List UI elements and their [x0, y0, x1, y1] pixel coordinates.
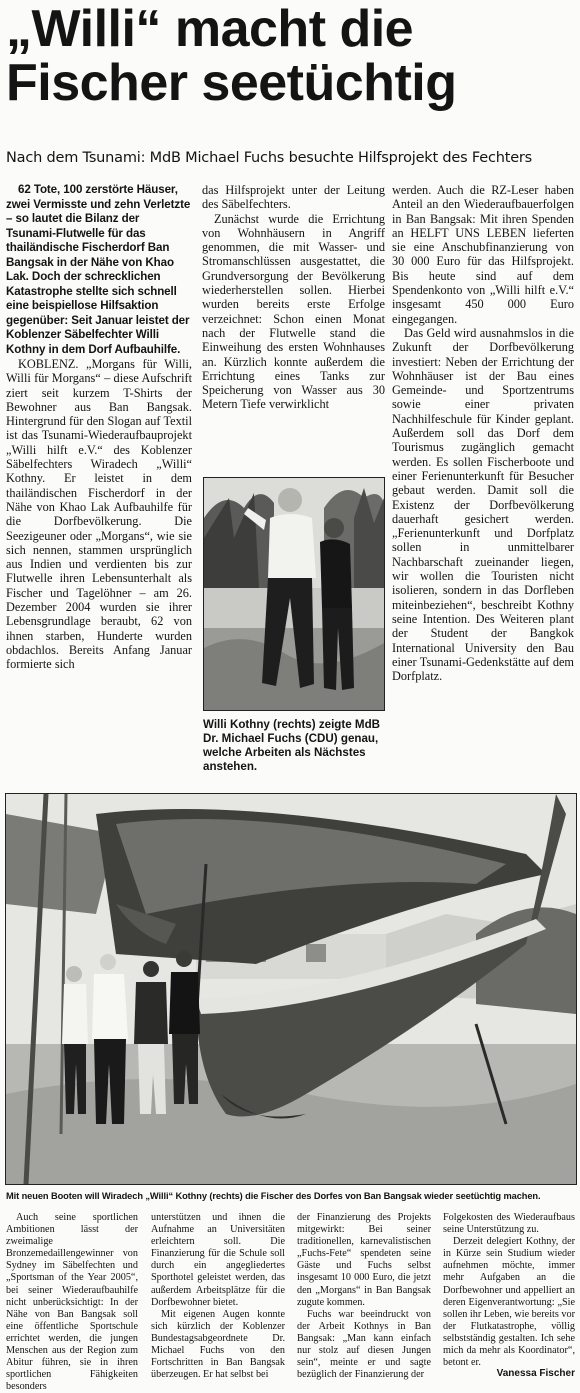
bottom-column-4-paragraph-2: Derzeit delegiert Kothny, der in Kürze sein Studium wieder aufnehmen möchte, immer mehr Aufgaben an die Dorfbewohner und appelliert an deren Eigenverantwortung: „Sie sollen ihr Leben, wie bereits vor der Flutkatastrophe, völlig selbstständig gestalten. Ich sehe mich da mehr als Koordinator“, betont er. [443, 1236, 575, 1369]
headline [6, 2, 576, 110]
photo-2-caption: Mit neuen Booten will Wiradech „Willi“ Kothny (rechts) die Fischer des Dorfes von Ban Bangsak wieder seetüchtig machen. [6, 1191, 541, 1201]
column-3-paragraph-2: Das Geld wird ausnahmslos in die Zukunft der Dorfbevölkerung investiert: Neben der Errichtung der Wohnhäuser ist der Bau eines Gemeinde- und Sportzentrums sowie einer privaten Nachhilfeschule für Kinder geplant. Außerdem soll das Dorf dem Tourismus zugänglich gemacht werden. Es sollen Fischerboote und einer Ferienunterkunft für Besucher gebaut werden. Damit soll die Existenz der Dorfbevölkerung dauerhaft gesichert werden. „Ferienunterkunft und Dorfplatz sollen in unmittelbarer Nachbarschaft zueinander liegen, wir wollen die Touristen nicht isolieren, sondern in das Dorfleben miteinbeziehen“, beschreibt Kothny seine Intention. Des Weiteren plant der Student der Bangkok International University den Bau einer Tsunami-Gedenkstätte auf dem Dorfplatz. [392, 325, 574, 684]
bottom-column-1-text: Auch seine sportlichen Ambitionen lässt der zweimalige Bronzemedaillengewinner von Sydney im Säbelfechten und „Sportsman of the Year 2005“, bei seiner Wiederaufbauhilfe nicht unberücksichtigt: In der Nähe von Ban Bangsak soll eine öffentliche Sportschule errichtet werden, die jungen Menschen aus der Region zum Abitur führen, sie in ihren sportlichen Fähigkeiten besonders [6, 1212, 138, 1393]
headline-line-2: Fischer seetüchtig [6, 54, 457, 112]
headline-line-1: „Willi“ macht die [6, 0, 414, 58]
bottom-column-3-paragraph-2: Fuchs war beeindruckt von der Arbeit Kothnys in Ban Bangsak: „Man kann einfach nur stolz auf diesen Jungen sein“, meinte er und sagte bezüglich der Finanzierung der [297, 1308, 431, 1381]
column-1-body: KOBLENZ. „Morgans für Willi, Willi für Morgans“ – diese Aufschrift ziert seit kurzem T-Shirts der Bewohner aus Ban Bangsak. Hintergrund für den Slogan auf Textil ist das Tsunami-Wiederaufbauprojekt „Willi hilft e.V.“ des Koblenzer Säbelfechters Wiradech „Willi“ Kothny. Er leistet in dem thailändischen Fischerdorf in der Nähe von Khao Lak Aufbauhilfe für die Dorfbevölkerung. Die Seezigeuner oder „Morgans“, wie sie sich nennen, stammen ursprünglich aus Indien und verdienten bis zur Flutwelle ihren Lebensunterhalt als Fischer und Tagelöhner – am 26. Dezember 2004 wurden sie ihrer Lebensgrundlage beraubt, 62 von ihnen starben, Hunderte wurden obdachlos. Bereits Anfang Januar formierte sich [6, 357, 192, 672]
subheadline: Nach dem Tsunami: MdB Michael Fuchs besuchte Hilfsprojekt des Fechters [6, 150, 533, 166]
column-2-continuation: das Hilfsprojekt unter der Leitung des Säbelfechters. [202, 183, 385, 212]
bottom-column-2 [151, 1212, 285, 1380]
author-byline: Vanessa Fischer [496, 1368, 575, 1379]
column-3-paragraph-1: werden. Auch die RZ-Leser haben Anteil an den Wiederaufbauerfolgen in Ban Bangsak: Mit ihren Spenden an HELFT UNS LEBEN lieferten sie eine Anschubfinanzierung von 30 000 Euro für das Hilfsprojekt. Bis heute sind auf dem Spendenkonto von „Willi hilft e.V.“ insgesamt 450 000 Euro eingegangen. [392, 183, 574, 326]
photo-boat-construction [5, 793, 577, 1185]
column-2 [202, 183, 385, 473]
column-2-body: Zunächst wurde die Errichtung von Wohnhäusern in Angriff genommen, die mit Wasser- und Stromanschlüssen ausgestattet, die Grundversorgung der Bevölkerung wiederherstellen sollen. Hierbei wurden bereits erste Erfolge verzeichnet: Schon einen Monat nach der Flutwelle stand die Einweihung des ersten Wohnhauses an. Kürzlich konnte außerdem die Errichtung eines Tanks zur Speicherung von Wasser aus 30 Metern Tiefe verwirklicht [202, 211, 385, 412]
bottom-column-3 [297, 1212, 431, 1380]
column-1 [6, 183, 192, 773]
bottom-column-4-paragraph-1: Folgekosten des Wiederaufbaus seine Unterstützung zu. [443, 1212, 575, 1236]
boat-photo-illustration [6, 794, 576, 1184]
photo-kothny-and-fuchs [203, 477, 385, 711]
column-3 [392, 183, 574, 783]
bottom-column-2-paragraph-1: unterstützen und ihnen die Aufnahme an Universitäten erleichtern soll. Die Finanzierung für die Schule soll durch ein angegliedertes Sporthotel geleistet werden, das außerdem Arbeitsplätze für die Dorfbewohner bietet. [151, 1212, 285, 1308]
photo-1-caption: Willi Kothny (rechts) zeigte MdB Dr. Michael Fuchs (CDU) genau, welche Arbeiten als Nächstes anstehen. [203, 718, 381, 773]
photo-illustration [204, 478, 384, 710]
bottom-column-2-paragraph-2: Mit eigenen Augen konnte sich kürzlich der Koblenzer Bundestagsabgeordnete Dr. Michael Fuchs von den Fortschritten in Ban Bangsak überzeugen. Er hat selbst bei [151, 1308, 285, 1381]
bottom-column-1 [6, 1212, 138, 1393]
bottom-column-3-paragraph-1: der Finanzierung des Projekts mitgewirkt: Bei seiner traditionellen, karnevalistischen „Fuchs-Fete“ spendeten seine Gäste und Fuchs selbst insgesamt 10 000 Euro, die jetzt den „Morgans“ in Ban Bangsak zugute kommen. [297, 1212, 431, 1308]
bottom-column-4 [443, 1212, 575, 1367]
lead-paragraph: 62 Tote, 100 zerstörte Häuser, zwei Vermisste und zehn Verletzte – so lautet die Bilanz der Tsunami-Flutwelle für das thailändische Fischerdorf Ban Bangsak in der Nähe von Khao Lak. Doch der schrecklichen Katastrophe stellte sich schnell eine beispiellose Hilfsaktion gegenüber: Seit Januar leistet der Koblenzer Säbelfechter Willi Kothny in dem Dorf Aufbauhilfe. [6, 183, 191, 356]
